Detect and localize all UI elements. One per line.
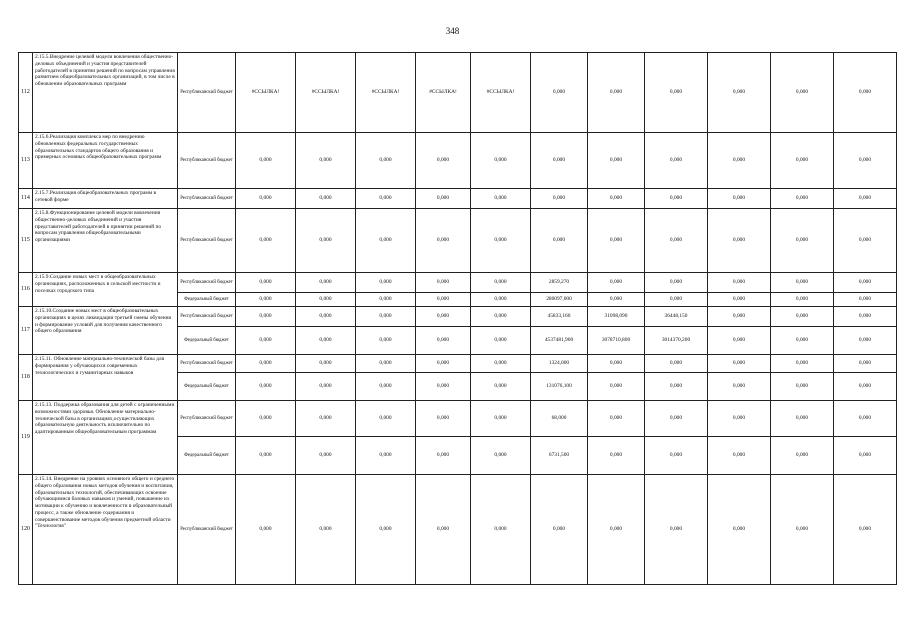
budget-value: #ССЫЛКА! [471,53,531,133]
budget-value: 0,000 [416,475,471,585]
budget-value: 0,000 [771,307,834,327]
budget-value: 0,000 [708,327,771,355]
budget-value: 0,000 [356,307,416,327]
budget-value: 0,000 [356,401,416,437]
budget-value: 0,000 [416,437,471,475]
budget-value: 0,000 [296,327,356,355]
row-number: 114 [19,189,33,209]
budget-value: 0,000 [708,437,771,475]
measure-description: 2.15.13. Поддержка образования для детей с ограниченными возможностями здоровья. Обновление материально-технической базы в организациях,осуществляющих образовательную деятельность исключительно по адаптированным общеобразовательным программам [33,401,178,475]
budget-value: 0,000 [236,437,296,475]
table-row [19,307,897,327]
budget-value: 0,000 [356,293,416,307]
budget-value: 0,000 [531,189,588,209]
row-number: 120 [19,475,33,585]
budget-value: 0,000 [416,293,471,307]
funding-source: Федеральный бюджет [178,293,236,307]
funding-source: Республиканский бюджет [178,307,236,327]
budget-value: 0,000 [708,293,771,307]
budget-value: 0,000 [356,273,416,293]
measure-description: 2.15.9.Создание новых мест в общеобразовательных организациях, расположенных в сельской местности и поселках городского типа [33,273,178,307]
budget-value: 0,000 [356,355,416,373]
budget-value: 0,000 [471,475,531,585]
budget-value: 0,000 [834,373,897,401]
budget-value: 0,000 [645,293,708,307]
funding-source: Федеральный бюджет [178,327,236,355]
budget-value: 131076,100 [531,373,588,401]
budget-value: 0,000 [588,53,645,133]
table-row [19,273,897,293]
budget-value: 0,000 [771,401,834,437]
row-number: 116 [19,273,33,307]
budget-value: 0,000 [531,53,588,133]
budget-value: 0,000 [471,209,531,273]
budget-value: 0,000 [645,355,708,373]
budget-value: 0,000 [708,133,771,189]
budget-value: 0,000 [645,373,708,401]
budget-value: 0,000 [645,437,708,475]
funding-source: Республиканский бюджет [178,273,236,293]
budget-value: 0,000 [645,189,708,209]
funding-source: Федеральный бюджет [178,373,236,401]
row-number: 117 [19,307,33,355]
budget-value: 0,000 [834,437,897,475]
budget-value: #ССЫЛКА! [236,53,296,133]
funding-source: Республиканский бюджет [178,401,236,437]
budget-value: #ССЫЛКА! [416,53,471,133]
budget-value: 0,000 [771,273,834,293]
budget-value: 0,000 [834,327,897,355]
budget-value: 0,000 [708,53,771,133]
budget-value: 0,000 [471,293,531,307]
budget-value: 0,000 [834,401,897,437]
budget-value: 68,000 [531,401,588,437]
budget-value: 0,000 [236,327,296,355]
budget-value: 0,000 [645,273,708,293]
budget-value: 0,000 [708,273,771,293]
measure-description: 2.15.11. Обновление материально-технической базы для формирования у обучающихся современных технологических и гуманитарных навыков [33,355,178,401]
budget-value: 0,000 [356,209,416,273]
table-row [19,53,897,133]
budget-value: 0,000 [296,273,356,293]
funding-source: Республиканский бюджет [178,355,236,373]
budget-value: 0,000 [471,373,531,401]
budget-value: 0,000 [356,327,416,355]
budget-value: 0,000 [296,437,356,475]
budget-value: 0,000 [708,401,771,437]
budget-value: 0,000 [645,209,708,273]
budget-value: 0,000 [471,189,531,209]
budget-value: 0,000 [236,373,296,401]
budget-value: 0,000 [771,133,834,189]
budget-value: 0,000 [416,307,471,327]
budget-value: 0,000 [588,189,645,209]
budget-value: 0,000 [296,133,356,189]
budget-value: 0,000 [708,307,771,327]
budget-value: 0,000 [416,273,471,293]
budget-value: 0,000 [588,133,645,189]
budget-value: 0,000 [834,189,897,209]
budget-value: 0,000 [236,293,296,307]
budget-value: 0,000 [471,307,531,327]
budget-value: 0,000 [471,273,531,293]
row-number: 112 [19,53,33,133]
funding-source: Республиканский бюджет [178,133,236,189]
budget-value: 0,000 [296,293,356,307]
budget-value: 0,000 [834,307,897,327]
budget-value: 36448,150 [645,307,708,327]
budget-value: 0,000 [296,355,356,373]
budget-table [18,52,897,585]
budget-value: 31098,090 [588,307,645,327]
budget-value: 0,000 [356,189,416,209]
table-row [19,133,897,189]
budget-value: 0,000 [236,133,296,189]
budget-value: 0,000 [834,293,897,307]
budget-value: 0,000 [708,189,771,209]
budget-value: 0,000 [531,475,588,585]
budget-value: 0,000 [236,307,296,327]
budget-value: 0,000 [588,437,645,475]
measure-description: 2.15.7.Реализация общеобразовательных программ в сетевой форме [33,189,178,209]
measure-description: 2.15.6.Реализация комплекса мер по внедрению обновленных федеральных государственных образовательных стандартов общего образования и примерных основных общеобразовательных программ [33,133,178,189]
budget-value: 0,000 [471,401,531,437]
budget-value: 0,000 [834,355,897,373]
budget-value: 0,000 [834,133,897,189]
budget-value: 0,000 [356,373,416,401]
budget-value: 280097,000 [531,293,588,307]
budget-value: #ССЫЛКА! [296,53,356,133]
funding-source: Федеральный бюджет [178,437,236,475]
row-number: 115 [19,209,33,273]
budget-value: 0,000 [236,189,296,209]
budget-value: 0,000 [356,437,416,475]
budget-value: 0,000 [771,53,834,133]
budget-value: 0,000 [771,209,834,273]
budget-value: 0,000 [236,355,296,373]
row-number: 118 [19,355,33,401]
budget-value: 0,000 [708,373,771,401]
budget-value: 0,000 [416,355,471,373]
budget-value: 6731,500 [531,437,588,475]
budget-value: 0,000 [771,475,834,585]
budget-value: 0,000 [416,209,471,273]
budget-value: 0,000 [588,355,645,373]
budget-value: 0,000 [416,373,471,401]
budget-value: 0,000 [356,475,416,585]
budget-value: #ССЫЛКА! [356,53,416,133]
budget-value: 0,000 [296,189,356,209]
budget-value: 0,000 [588,401,645,437]
budget-value: 0,000 [531,133,588,189]
budget-value: 0,000 [471,355,531,373]
budget-value: 0,000 [771,355,834,373]
row-number: 119 [19,401,33,475]
table-row [19,209,897,273]
budget-value: 0,000 [236,401,296,437]
row-number: 113 [19,133,33,189]
budget-value: 0,000 [771,437,834,475]
budget-value: 0,000 [834,475,897,585]
budget-value: 0,000 [588,475,645,585]
budget-value: 0,000 [296,373,356,401]
budget-value: 0,000 [531,209,588,273]
budget-value: 0,000 [588,273,645,293]
budget-value: 0,000 [708,355,771,373]
budget-value: 0,000 [771,327,834,355]
measure-description: 2.15.14. Внедрение на уровнях основного общего и среднего общего образования новых методов обучения и воспитания, образовательных технологий, обеспечивающих освоение обучающимися базовых навыков и умений, повышение их мотивации к обучению и вовлеченности в образовательный процесс, а также обновление содержания и совершенствование методов обучения предметной области "Технология" [33,475,178,585]
budget-value: 0,000 [708,209,771,273]
table-row [19,189,897,209]
budget-value: 0,000 [416,401,471,437]
budget-value: 0,000 [236,209,296,273]
budget-value: 0,000 [645,133,708,189]
funding-source: Республиканский бюджет [178,53,236,133]
budget-value: 45833,160 [531,307,588,327]
budget-value: 0,000 [471,133,531,189]
budget-value: 0,000 [834,209,897,273]
funding-source: Республиканский бюджет [178,189,236,209]
budget-value: 0,000 [588,293,645,307]
table-row [19,355,897,373]
budget-value: 3014370,200 [645,327,708,355]
table-body [19,53,897,585]
budget-value: 0,000 [471,437,531,475]
measure-description: 2.15.8.Функционирование целевой модели вовлечения общественно-деловых объединений и участия представителей работодателей в принятии решений по вопросам управления общеобразовательными организациями [33,209,178,273]
measure-description: 2.15.10.Создание новых мест в общеобразовательных организациях в целях ликвидации третьей смены обучения и формирование условий для получения качественного общего образования [33,307,178,355]
budget-value: 0,000 [296,307,356,327]
measure-description: 2.15.5.Внедрение целевой модели вовлечения общественно-деловых объединений и участия представителей работодателей в принятии решений по вопросам управления развитием общеобразовательных организаций, в том числе в обновлении образовательных программ [33,53,178,133]
budget-value: 0,000 [296,401,356,437]
budget-value: 0,000 [708,475,771,585]
budget-value: 0,000 [771,293,834,307]
funding-source: Республиканский бюджет [178,475,236,585]
budget-value: 3078710,800 [588,327,645,355]
budget-value: 0,000 [356,133,416,189]
funding-source: Республиканский бюджет [178,209,236,273]
budget-value: 0,000 [416,133,471,189]
table-row [19,475,897,585]
budget-value: 0,000 [471,327,531,355]
budget-value: 0,000 [416,327,471,355]
budget-value: 0,000 [416,189,471,209]
budget-value: 1324,000 [531,355,588,373]
page-number: 348 [445,26,460,36]
budget-value: 0,000 [834,273,897,293]
budget-value: 4537481,900 [531,327,588,355]
budget-value: 0,000 [296,475,356,585]
budget-value: 0,000 [771,373,834,401]
budget-value: 0,000 [236,273,296,293]
budget-value: 0,000 [834,53,897,133]
budget-value: 0,000 [645,475,708,585]
budget-value: 0,000 [588,373,645,401]
budget-value: 0,000 [771,189,834,209]
budget-value: 2859,270 [531,273,588,293]
budget-value: 0,000 [588,209,645,273]
budget-value: 0,000 [236,475,296,585]
table-row [19,401,897,437]
budget-value: 0,000 [645,53,708,133]
budget-value: 0,000 [645,401,708,437]
budget-value: 0,000 [296,209,356,273]
